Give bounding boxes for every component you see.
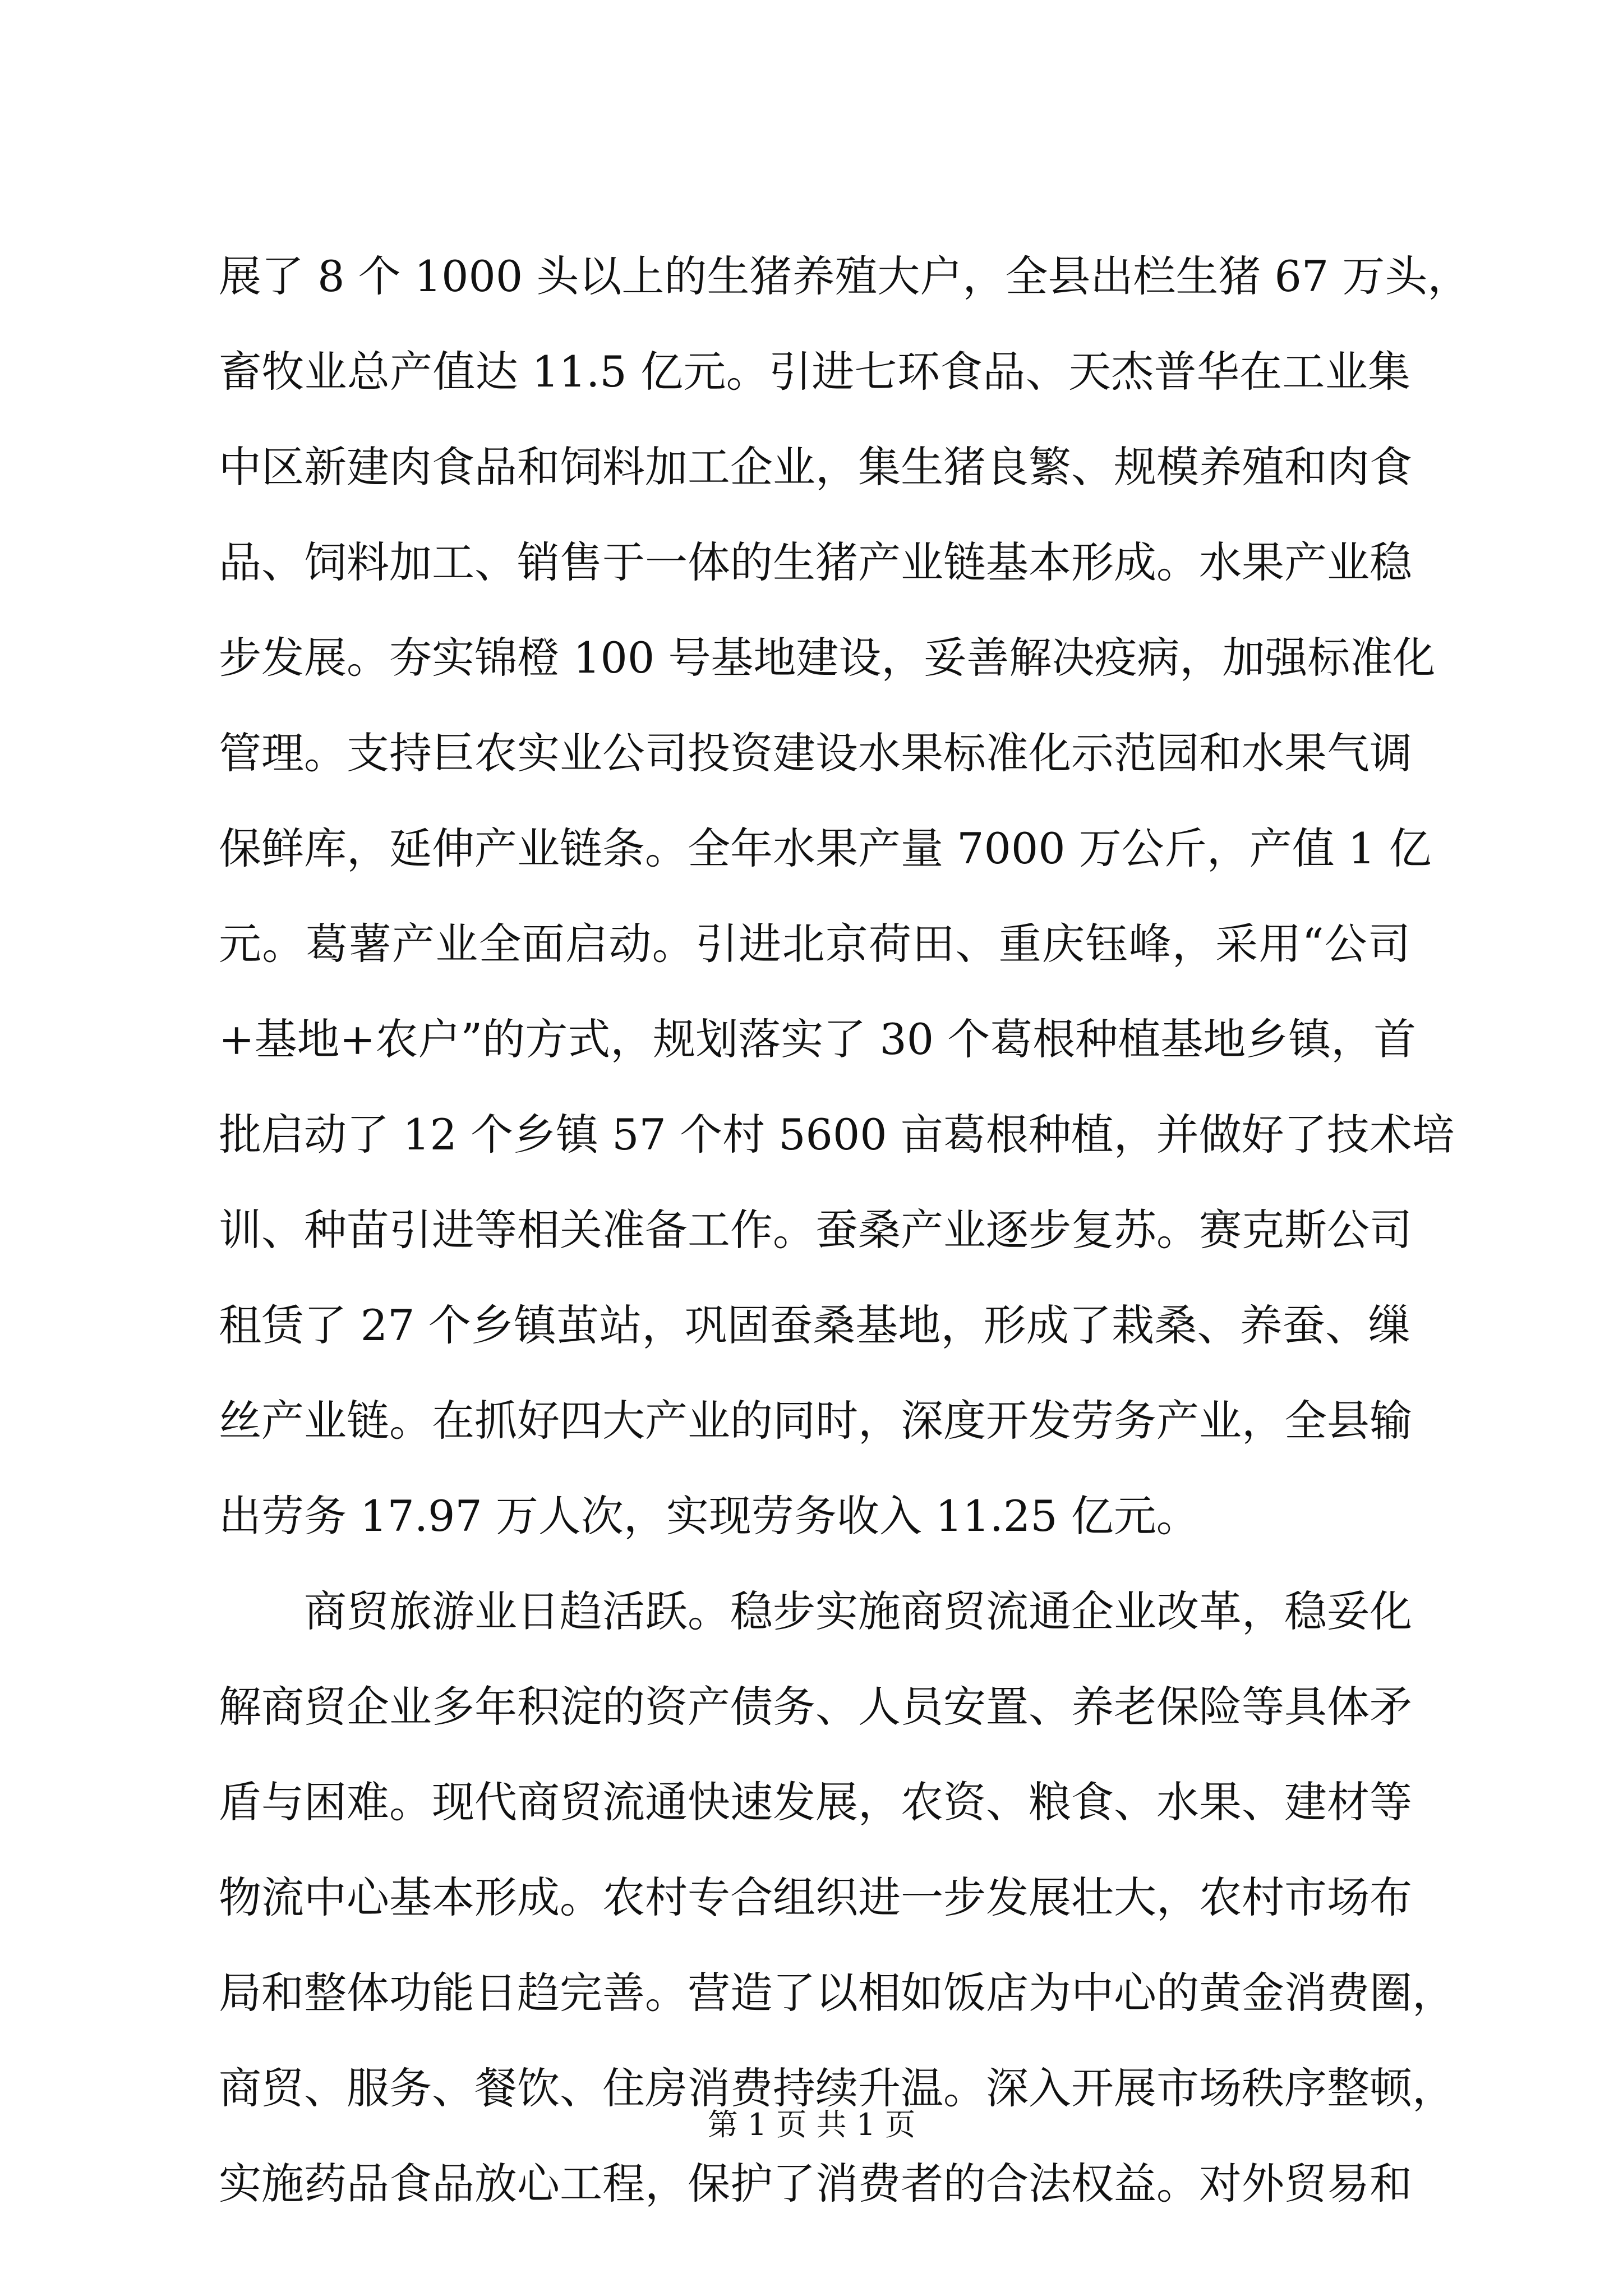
text-line: 步发展。夯实锦橙 100 号基地建设，妥善解决疫病，加强标准化 [219,633,1436,683]
text-line: 管理。支持巨农实业公司投资建设水果标准化示范园和水果气调 [219,728,1412,778]
paragraph-livestock-fruit [219,229,1470,1564]
text-line: 训、种苗引进等相关准备工作。蚕桑产业逐步复苏。赛克斯公司 [219,1205,1412,1255]
text-line: 元。葛薯产业全面启动。引进北京荷田、重庆钰峰，采用“公司 [219,919,1410,969]
text-line: 畜牧业总产值达 11.5 亿元。引进七环食品、天杰普华在工业集 [219,347,1410,397]
document-body [219,229,1470,2231]
text-line: 出劳务 17.97 万人次，实现劳务收入 11.25 亿元。 [219,1491,1199,1541]
text-line: 批启动了 12 个乡镇 57 个村 5600 亩葛根种植，并做好了技术培 [219,1110,1455,1159]
text-line: 盾与困难。现代商贸流通快速发展，农资、粮食、水果、建材等 [219,1777,1412,1827]
page-number-footer: 第 1 页 共 1 页 [707,2107,916,2142]
text-line: 物流中心基本形成。农村专合组织进一步发展壮大，农村市场布 [219,1872,1412,1922]
text-line: 租赁了 27 个乡镇茧站，巩固蚕桑基地，形成了栽桑、养蚕、缫 [219,1300,1410,1350]
text-line: 解商贸企业多年积淀的资产债务、人员安置、养老保险等具体矛 [219,1682,1412,1732]
text-line: 品、饲料加工、销售于一体的生猪产业链基本形成。水果产业稳 [219,537,1412,587]
text-line: 局和整体功能日趋完善。营造了以相如饭店为中心的黄金消费圈， [219,1968,1455,2018]
text-line: 商贸旅游业日趋活跃。稳步实施商贸流通企业改革，稳妥化 [304,1586,1412,1636]
text-line: 实施药品食品放心工程，保护了消费者的合法权益。对外贸易和 [219,2159,1412,2208]
text-line: 展了 8 个 1000 头以上的生猪养殖大户，全县出栏生猪 67 万头， [219,251,1470,301]
text-line: 保鲜库，延伸产业链条。全年水果产量 7000 万公斤，产值 1 亿 [219,823,1432,873]
text-line: +基地+农户”的方式，规划落实了 30 个葛根种植基地乡镇，首 [219,1014,1417,1064]
text-line: 商贸、服务、餐饮、住房消费持续升温。深入开展市场秩序整顿， [219,2063,1455,2113]
text-line: 丝产业链。在抓好四大产业的同时，深度开发劳务产业，全县输 [219,1396,1412,1446]
text-line: 中区新建肉食品和饲料加工企业，集生猪良繁、规模养殖和肉食 [219,442,1412,492]
